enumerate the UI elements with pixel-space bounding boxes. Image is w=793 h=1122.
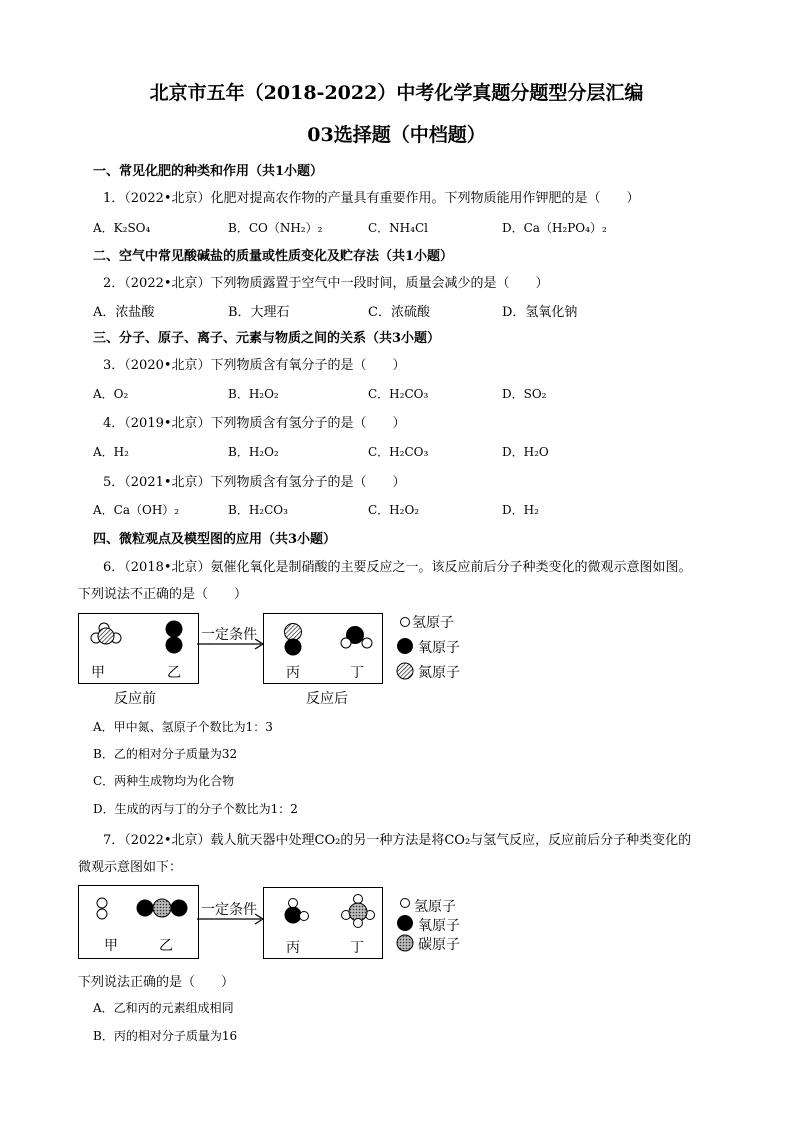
option-a: A．浓盐酸: [93, 305, 155, 320]
hydrogen-molecule: [93, 896, 111, 922]
question-stem-continued: 微观示意图如下：: [78, 860, 183, 875]
option-c: C．H₂CO₃: [368, 387, 429, 401]
question-stem: 5．（2021•北京）下列物质含有氢分子的是（ ）: [103, 475, 406, 490]
reaction-arrow: [197, 913, 267, 925]
reactant-label: 乙: [159, 938, 173, 954]
option-b: B．大理石: [228, 305, 290, 320]
question-stem: 6．（2018•北京）氨催化氧化是制硝酸的主要反应之一。该反应前后分子种类变化的微观示意图如图。: [103, 560, 692, 575]
legend-nitrogen: 氮原子: [418, 665, 460, 681]
option-b: B．乙的相对分子质量为32: [93, 747, 238, 761]
option-b: B．H₂O₂: [228, 387, 279, 401]
legend-hydrogen: 氢原子: [412, 615, 454, 631]
option-c: C．H₂O₂: [368, 503, 420, 517]
carbon-dioxide-molecule: [135, 897, 191, 919]
methane-molecule: [340, 893, 376, 929]
option-a: A．K₂SO₄: [93, 221, 151, 235]
option-d: D．H₂: [502, 503, 539, 517]
section-heading: 四、微粒观点及模型图的应用（共3小题）: [93, 532, 337, 547]
product-label: 丙: [286, 665, 300, 681]
option-a: A．Ca（OH）₂: [93, 503, 180, 517]
after-caption: 反应后: [306, 691, 348, 707]
option-d: D．生成的丙与丁的分子个数比为1：2: [93, 802, 298, 816]
section-heading: 一、常见化肥的种类和作用（共1小题）: [93, 164, 324, 179]
water-molecule: [282, 897, 312, 927]
option-a: A．H₂: [93, 445, 129, 459]
option-b: B．CO（NH₂）₂: [228, 221, 323, 235]
option-c: C．NH₄Cl: [368, 221, 428, 235]
question-stem: 1．（2022•北京）化肥对提高农作物的产量具有重要作用。下列物质能用作钾肥的是（ ）: [103, 191, 640, 206]
reaction-condition: 一定条件: [201, 902, 257, 918]
reactant-label: 甲: [104, 938, 118, 954]
section-heading: 三、分子、原子、离子、元素与物质之间的关系（共3小题）: [93, 331, 441, 346]
reactant-label: 乙: [167, 665, 181, 681]
question-stem: 2．（2022•北京）下列物质露置于空气中一段时间，质量会减少的是（ ）: [103, 276, 549, 291]
reaction-arrow: [197, 638, 267, 650]
legend-oxygen: 氧原子: [418, 640, 460, 656]
option-a: A．乙和丙的元素组成相同: [93, 1001, 234, 1015]
product-label: 丁: [350, 665, 364, 681]
option-d: D．H₂O: [502, 445, 549, 459]
product-label: 丁: [350, 940, 364, 956]
question-stem: 3．（2020•北京）下列物质含有氧分子的是（ ）: [103, 358, 406, 373]
option-c: C．H₂CO₃: [368, 445, 429, 459]
section-heading: 二、空气中常见酸碱盐的质量或性质变化及贮存法（共1小题）: [93, 249, 454, 264]
legend-hydrogen: 氢原子: [414, 899, 456, 915]
document-title: 北京市五年（2018-2022）中考化学真题分题型分层汇编: [149, 82, 644, 104]
product-label: 丙: [286, 940, 300, 956]
option-b: B．H₂CO₃: [228, 503, 288, 517]
reaction-condition: 一定条件: [201, 627, 257, 643]
question-stem: 7．（2022•北京）载人航天器中处理CO₂的另一种方法是将CO₂与氢气反应，反应前后分子种类变化的: [103, 833, 692, 848]
option-d: D．SO₂: [502, 387, 547, 401]
question-stem-continued: 下列说法正确的是（ ）: [78, 975, 235, 990]
legend-carbon: 碳原子: [418, 937, 460, 953]
option-b: B．丙的相对分子质量为16: [93, 1029, 238, 1043]
water-molecule: [340, 624, 376, 650]
before-caption: 反应前: [114, 691, 156, 707]
option-c: C．浓硫酸: [368, 305, 430, 320]
option-a: A．甲中氮、氢原子个数比为1：3: [93, 720, 273, 734]
reactant-label: 甲: [91, 665, 105, 681]
ammonia-molecule: [90, 620, 130, 648]
option-d: D．氢氧化钠: [502, 305, 578, 320]
question-stem: 4．（2019•北京）下列物质含有氢分子的是（ ）: [103, 416, 406, 431]
option-d: D．Ca（H₂PO₄）₂: [502, 221, 607, 235]
option-a: A．O₂: [93, 387, 129, 401]
option-c: C．两种生成物均为化合物: [93, 774, 235, 788]
legend-oxygen: 氧原子: [418, 918, 460, 934]
no-molecule: [280, 622, 306, 658]
oxygen-molecule: [162, 620, 186, 656]
option-b: B．H₂O₂: [228, 445, 279, 459]
document-subtitle: 03选择题（中档题）: [307, 124, 486, 146]
question-stem-continued: 下列说法不正确的是（ ）: [78, 587, 248, 602]
